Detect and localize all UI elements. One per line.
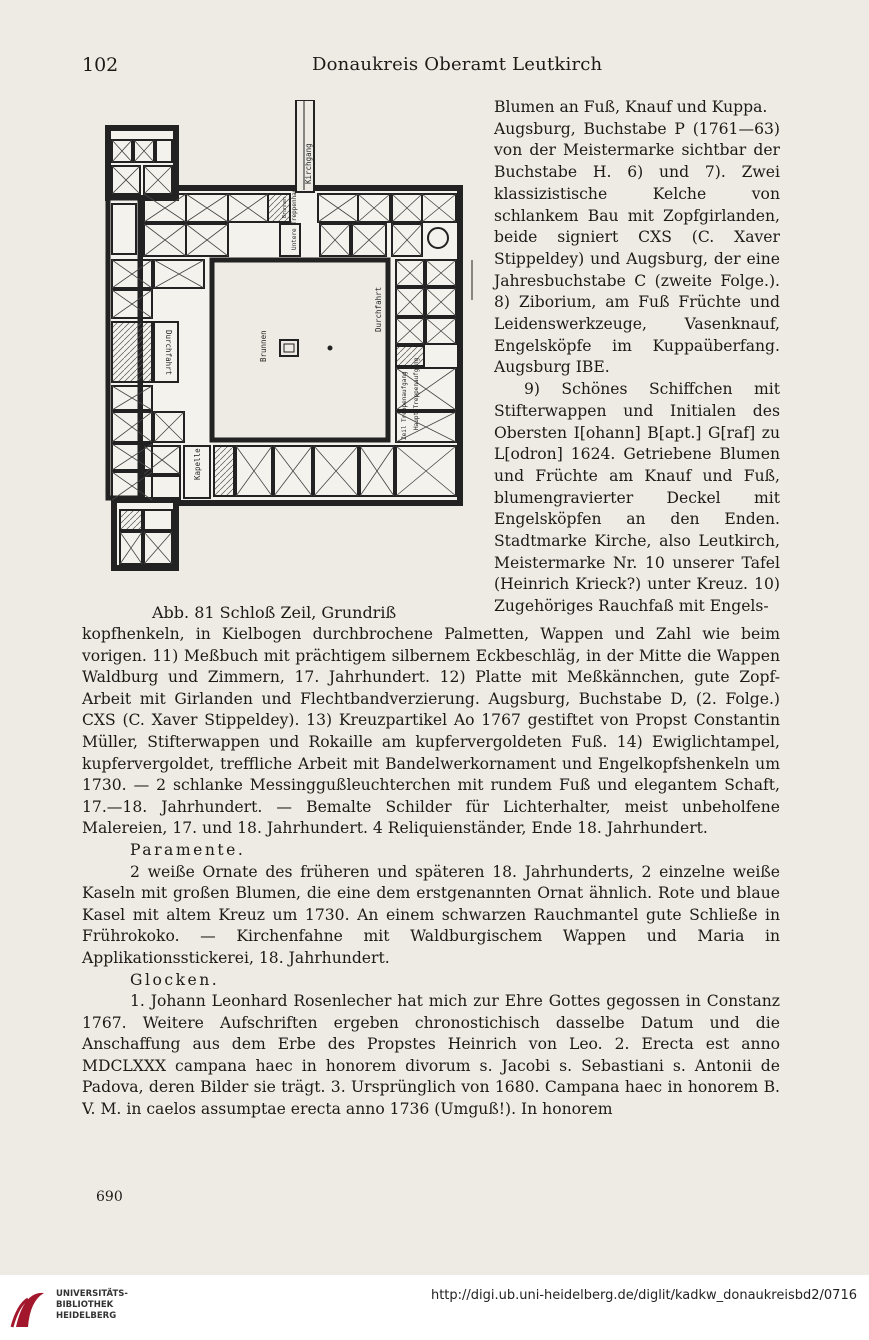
body-para-paramente: 2 weiße Ornate des früheren und späteren 18. Jahrhunderts, 2 einzelne weiße Kaseln mit großen Blumen, die eine dem erstgenannten Ornat ähnlich. Rote und blaue Kasel mit altem Kreuz um 1730. An einem schwarzen Rauchmantel gute Schließe in Frührokoko. — Kirchenfahne mit Waldburgischem Wappen und Maria in Applikationsstickerei, 18. Jahrhundert. [82,862,780,967]
figure-caption: Abb. 81 Schloß Zeil, Grundriß [152,603,397,622]
right-column [494,97,780,618]
label-zeil-treppe: Zeil Treppenaufgang [401,371,408,440]
label-durchfahrt-right: Durchfahrt [374,286,383,332]
page-footer-number: 690 [96,1189,123,1205]
university-logo-text: UNIVERSITÄTS- BIBLIOTHEK HEIDELBERG [56,1289,128,1321]
body-para-glocken: 1. Johann Leonhard Rosenlecher hat mich zur Ehre Gottes gegossen in Constanz 1767. Weitere Aufschriften ergeben chronostichisch dasselbe Datum und die Anschaffung aus dem Erbe des Propstes Heinrich von Leo. 2. Erecta est anno MDCLXXX campana haec in honorem divorum s. Jacobi s. Sebastiani s. Antonii de Padova, deren Bilder sie trägt. 3. Ursprünglich von 1680. Campana haec in honorem B. V. M. in caelos assumptae erecta anno 1736 (Umguß!). In honorem [82,992,780,1119]
label-durchfahrt-left: Durchfahrt [164,330,173,376]
heading-paramente: Paramente. [130,840,246,859]
label-kapelle: Kapelle [193,448,202,480]
heading-glocken: Glocken. [130,970,220,989]
label-brunnen: Brunnen [259,330,268,362]
floor-plan-figure [100,100,482,592]
right-para-1: Blumen an Fuß, Knauf und Kuppa. [494,98,768,116]
right-para-2: Augsburg, Buchstabe P (1761—63) von der Meistermarke sichtbar der Buchstabe H. 6) und 7). Zwei klassizistische Kelche von schlankem Bau mit Zopfgirlanden, beide signiert CXS (C. Xaver Stippeldey) und Augsburg, der eine Jahresbuchstabe C (zweite Folge.). 8) Ziborium, am Fuß Früchte und Leidenswerkzeuge, Vasenknauf, Engelsköpfe im Kuppaüberfang. Augsburg IBE. [494,119,780,377]
label-brunnen-top: Brunnen [282,196,288,218]
label-kirchgang: Kirchgang [304,143,313,184]
viewer-footer [0,1275,869,1340]
body-para-continued: kopfhenkeln, in Kielbogen durchbrochene Palmetten, Wappen und Zahl wie beim vorigen. 11) Meßbuch mit prächtigem silbernem Eckbeschläg, in der Mitte die Wappen Waldburg und Zimmern, 17. Jahrhundert. 12) Platte mit Meßkännchen, gute Zopf-Arbeit mit Girlanden und Flechtbandverzierung. Augsburg, Buchstabe D, (2. Folge.) CXS (C. Xaver Stippeldey). 13) Kreuzpartikel Ao 1767 gestiftet von Propst Constantin Müller, Stifterwappen und Rokaille am kupfervergoldeten Fuß. 14) Ewiglichtampel, kupfervergoldet, treffliche Arbeit mit Bandelwerkornament und Engelkopfshenkeln um 1730. — 2 schlanke Messinggußleuchterchen mit rundem Fuß und elegantem Schaft, 17.—18. Jahrhundert. — Bemalte Schilder für Lichterhalter, meist unbeholfene Malereien, 17. und 18. Jahrhundert. 4 Reliquienständer, Ende 18. Jahrhundert. [82,625,780,838]
university-logo-icon [10,1287,50,1331]
label-haupttreppe: Haupt-Treppenaufgang [413,357,420,430]
main-body-text [82,624,780,1121]
source-url[interactable]: http://digi.ub.uni-heidelberg.de/diglit/kadkw_donaukreisbd2/0716 [430,1288,857,1303]
label-untere-treppe: Untere Treppenhaus [291,184,298,250]
right-para-3: 9) Schönes Schiffchen mit Stifterwappen und Initialen des Obersten I[ohann] B[apt.] G[raf] zu L[odron] 1624. Getriebene Blumen und Früchte am Knauf und Fuß, blumengravierter Deckel mit Engelsköpfen an den Enden. Stadtmarke Kirche, also Leutkirch, Meistermarke Nr. 10 unserer Tafel (Heinrich Krieck?) unter Kreuz. 10) Zugehöriges Rauchfaß mit Engels- [494,380,780,616]
running-title: Donaukreis Oberamt Leutkirch [312,54,603,75]
page-number: 102 [82,54,119,76]
